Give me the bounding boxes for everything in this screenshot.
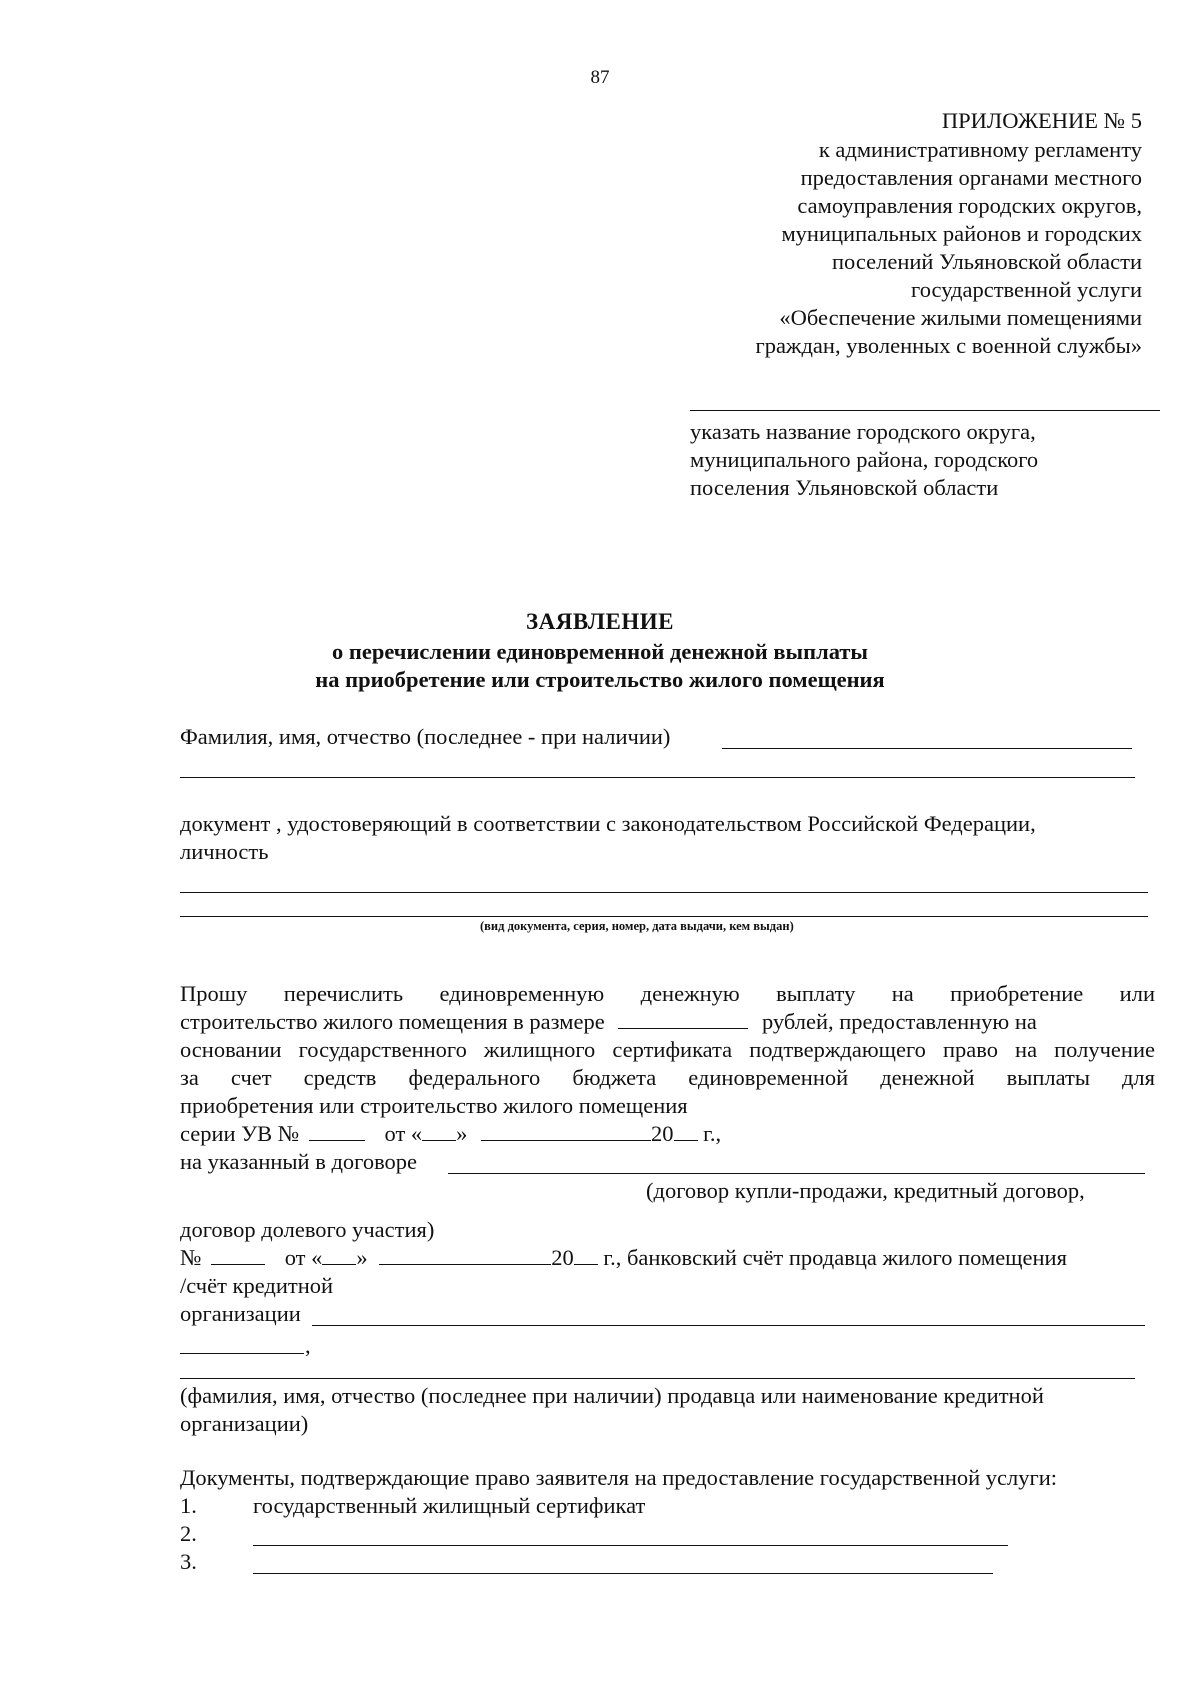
contract-day-input[interactable] bbox=[322, 1244, 356, 1265]
credit-org-input-line[interactable] bbox=[312, 1325, 1145, 1326]
bank-account-label: г., банковский счёт продавца жилого помещения bbox=[597, 1245, 1067, 1270]
contract-number-input[interactable] bbox=[211, 1244, 265, 1265]
appendix-line: граждан, уволенных с военной службы» bbox=[755, 333, 1142, 358]
list-item-number: 1. bbox=[180, 1493, 197, 1518]
request-text: основании государственного жилищного сертификата подтверждающего право на получение bbox=[180, 1037, 1155, 1062]
appendix-line: предоставления органами местного bbox=[800, 165, 1142, 190]
contract-hint: (договор купли-продажи, кредитный договор, bbox=[646, 1178, 1085, 1203]
appendix-line: «Обеспечение жилыми помещениями bbox=[779, 305, 1142, 330]
certificate-year-input[interactable] bbox=[674, 1120, 698, 1141]
from-label: от « bbox=[284, 1245, 323, 1270]
contract-label: на указанный в договоре bbox=[180, 1149, 418, 1174]
municipality-hint: указать название городского округа, bbox=[690, 419, 1036, 444]
id-document-label: личность bbox=[180, 839, 269, 864]
request-text: Прошу перечислить единовременную денежную выплату на приобретение или bbox=[180, 981, 1155, 1006]
year-suffix: г., bbox=[697, 1121, 722, 1146]
contract-year-input[interactable] bbox=[574, 1244, 598, 1265]
contract-input-line[interactable] bbox=[448, 1173, 1145, 1174]
contract-hint: договор долевого участия) bbox=[180, 1217, 435, 1242]
request-text-part: рублей, предоставленную на bbox=[761, 1009, 1037, 1034]
id-document-label: документ , удостоверяющий в соответствии с законодательством Российской Федерации, bbox=[180, 811, 1036, 836]
document-subtitle: на приобретение или строительство жилого помещения bbox=[315, 667, 885, 692]
id-document-caption: (вид документа, серия, номер, дата выдачи, кем выдан) bbox=[480, 919, 794, 933]
contract-month-input[interactable] bbox=[379, 1244, 551, 1265]
document-3-input-line[interactable] bbox=[253, 1573, 993, 1574]
fio-label: Фамилия, имя, отчество (последнее - при наличии) bbox=[180, 724, 671, 749]
contract-number-row bbox=[180, 1244, 1067, 1272]
fio-input-line-2[interactable] bbox=[180, 777, 1135, 778]
municipality-hint: поселения Ульяновской области bbox=[690, 475, 999, 500]
request-text: приобретения или строительство жилого помещения bbox=[180, 1093, 688, 1118]
appendix-line: поселений Ульяновской области bbox=[832, 249, 1142, 274]
documents-title: Документы, подтверждающие право заявителя на предоставление государственной услуги: bbox=[180, 1465, 1058, 1490]
municipality-hint: муниципального района, городского bbox=[690, 447, 1039, 472]
page-number: 87 bbox=[590, 67, 610, 88]
comma: , bbox=[305, 1333, 311, 1358]
fio-input-line[interactable] bbox=[722, 748, 1132, 749]
from-label: от « bbox=[384, 1121, 423, 1146]
certificate-day-input[interactable] bbox=[422, 1120, 456, 1141]
request-text: за счет средств федерального бюджета единовременной денежной выплаты для bbox=[180, 1065, 1155, 1090]
year-prefix: 20 bbox=[551, 1245, 574, 1270]
credit-org-input-line-2[interactable] bbox=[180, 1353, 304, 1354]
seller-hint: (фамилия, имя, отчество (последнее при наличии) продавца или наименование кредитной bbox=[180, 1383, 1044, 1408]
quote-close: » bbox=[456, 1121, 468, 1146]
municipality-field-line[interactable] bbox=[690, 410, 1160, 411]
document-title: ЗАЯВЛЕНИЕ bbox=[526, 609, 674, 634]
appendix-line: самоуправления городских округов, bbox=[797, 193, 1142, 218]
appendix-line: муниципальных районов и городских bbox=[781, 221, 1142, 246]
amount-input[interactable] bbox=[618, 1008, 748, 1029]
document-2-input-line[interactable] bbox=[253, 1545, 1008, 1546]
credit-org-label: /счёт кредитной bbox=[180, 1273, 334, 1298]
list-item: государственный жилищный сертификат bbox=[253, 1493, 646, 1518]
certificate-series-row bbox=[180, 1120, 721, 1148]
document-subtitle: о перечислении единовременной денежной выплаты bbox=[332, 639, 868, 664]
request-text-part: строительство жилого помещения в размере bbox=[180, 1009, 605, 1034]
seller-input-line[interactable] bbox=[180, 1378, 1135, 1379]
list-item-number: 2. bbox=[180, 1521, 197, 1546]
certificate-number-input[interactable] bbox=[309, 1120, 365, 1141]
seller-hint: организации) bbox=[180, 1411, 309, 1436]
appendix-title: ПРИЛОЖЕНИЕ № 5 bbox=[941, 108, 1142, 133]
series-label: серии УВ № bbox=[180, 1121, 300, 1146]
appendix-line: государственной услуги bbox=[911, 277, 1142, 302]
quote-close: » bbox=[356, 1245, 368, 1270]
year-prefix: 20 bbox=[651, 1121, 674, 1146]
request-text bbox=[180, 1008, 1037, 1036]
list-item-number: 3. bbox=[180, 1549, 197, 1574]
id-document-input-line-2[interactable] bbox=[180, 916, 1148, 917]
appendix-line: к административному регламенту bbox=[818, 137, 1142, 162]
id-document-input-line[interactable] bbox=[180, 892, 1148, 893]
credit-org-label: организации bbox=[180, 1301, 301, 1326]
certificate-month-input[interactable] bbox=[481, 1120, 651, 1141]
number-sign: № bbox=[180, 1245, 202, 1270]
